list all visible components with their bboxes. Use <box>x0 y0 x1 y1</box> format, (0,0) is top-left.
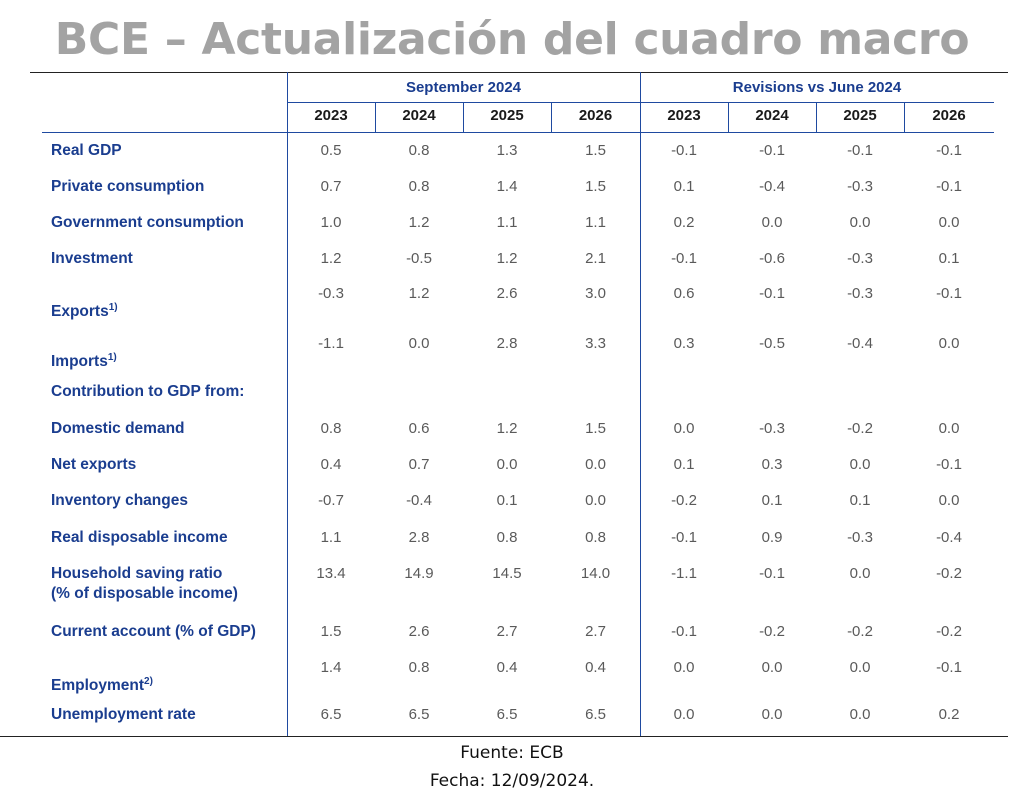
table-cell: 0.4 <box>496 659 518 676</box>
row-label-text: Private consumption <box>51 178 205 195</box>
table-cell: 0.1 <box>673 456 695 473</box>
row-label-text: Real disposable income <box>51 529 228 546</box>
table-cell: 0.1 <box>938 250 960 267</box>
group-underline <box>287 102 994 103</box>
row-label-text: Current account (% of GDP) <box>51 623 256 640</box>
table-cell: 0.0 <box>849 214 871 231</box>
table-cell: 2.1 <box>585 250 606 267</box>
page-title: BCE – Actualización del cuadro macro <box>54 14 970 65</box>
table-cell: -0.2 <box>759 623 785 640</box>
table-cell: 2.7 <box>496 623 518 640</box>
table-cell: 0.4 <box>585 659 606 676</box>
table-cell: 1.5 <box>585 142 606 159</box>
table-cell: 0.0 <box>496 456 518 473</box>
table-cell: -0.4 <box>936 529 962 546</box>
table-cell: -0.3 <box>759 420 785 437</box>
table-cell: 0.0 <box>849 706 871 723</box>
table-cell: 6.5 <box>585 706 606 723</box>
table-cell: -0.1 <box>847 142 873 159</box>
year-header: 2023 <box>667 107 701 124</box>
table-cell: 0.5 <box>320 142 342 159</box>
table-cell: 6.5 <box>320 706 342 723</box>
table-cell: 0.8 <box>496 529 518 546</box>
table-cell: -0.4 <box>406 492 432 509</box>
row-label-text: Real GDP <box>51 142 122 159</box>
table-cell: -0.3 <box>847 529 873 546</box>
year-header: 2024 <box>755 107 789 124</box>
table-top-rule <box>30 72 1008 73</box>
table-cell: 0.8 <box>585 529 606 546</box>
table-cell: 0.0 <box>673 420 695 437</box>
table-cell: 1.0 <box>320 214 342 231</box>
table-cell: 0.0 <box>938 335 960 352</box>
table-cell: 1.1 <box>320 529 342 546</box>
table-cell: 0.2 <box>938 706 960 723</box>
table-cell: -1.1 <box>318 335 344 352</box>
table-cell: 0.3 <box>673 335 695 352</box>
table-cell: 0.0 <box>585 456 606 473</box>
table-cell: 0.0 <box>585 492 606 509</box>
table-cell: 1.5 <box>585 420 606 437</box>
row-label <box>51 528 228 548</box>
table-cell: -0.1 <box>759 285 785 302</box>
table-cell: -0.7 <box>318 492 344 509</box>
table-cell: -0.2 <box>936 623 962 640</box>
table-cell: -0.3 <box>847 250 873 267</box>
table-cell: -0.3 <box>318 285 344 302</box>
table-cell: 0.0 <box>849 659 871 676</box>
table-cell: 0.0 <box>761 214 783 231</box>
table-cell: 0.8 <box>320 420 342 437</box>
table-cell: 1.4 <box>320 659 342 676</box>
footnote-marker: 2) <box>144 676 153 687</box>
table-cell: 0.1 <box>761 492 783 509</box>
table-cell: 14.0 <box>580 565 611 582</box>
table-cell: -0.1 <box>671 623 697 640</box>
table-cell: 1.4 <box>496 178 518 195</box>
date-note: Fecha: 12/09/2024. <box>429 771 595 791</box>
table-cell: 1.5 <box>320 623 342 640</box>
table-cell: -0.5 <box>406 250 432 267</box>
row-label-text: Inventory changes <box>51 492 188 509</box>
row-label-text: Net exports <box>51 456 137 473</box>
header-underline <box>42 132 994 133</box>
table-cell: 0.0 <box>761 659 783 676</box>
table-cell: 2.6 <box>496 285 518 302</box>
table-cell: 1.1 <box>585 214 606 231</box>
footnote-marker: 1) <box>107 352 117 363</box>
table-cell: -0.3 <box>847 178 873 195</box>
table-cell: 0.0 <box>849 456 871 473</box>
table-cell: 0.6 <box>408 420 430 437</box>
table-cell: 1.2 <box>408 214 430 231</box>
table-cell: 1.2 <box>496 420 518 437</box>
table-cell: 0.7 <box>320 178 342 195</box>
table-cell: -0.4 <box>759 178 785 195</box>
group-header-revisions: Revisions vs June 2024 <box>732 79 902 96</box>
year-header: 2025 <box>843 107 877 124</box>
source-note: Fuente: ECB <box>460 743 564 763</box>
table-cell: -0.1 <box>759 565 785 582</box>
row-label <box>51 455 136 475</box>
table-cell: 0.8 <box>408 142 430 159</box>
row-label <box>51 249 133 269</box>
table-cell: 0.0 <box>761 706 783 723</box>
row-label-text: Household saving ratio (% of disposable income) <box>51 565 238 602</box>
table-cell: 2.8 <box>496 335 518 352</box>
row-label <box>51 564 238 604</box>
table-cell: 0.4 <box>320 456 342 473</box>
table-cell: 0.3 <box>761 456 783 473</box>
row-label <box>51 298 118 322</box>
table-cell: -0.1 <box>936 142 962 159</box>
year-header: 2025 <box>490 107 524 124</box>
row-label-text: Contribution to GDP from: <box>51 383 245 400</box>
table-cell: -0.5 <box>759 335 785 352</box>
table-cell: -0.2 <box>936 565 962 582</box>
table-cell: -0.1 <box>759 142 785 159</box>
table-cell: 2.7 <box>585 623 606 640</box>
row-label <box>51 419 185 439</box>
footnote-marker: 1) <box>108 302 118 313</box>
table-cell: -0.1 <box>671 250 697 267</box>
table-cell: -0.2 <box>847 420 873 437</box>
row-label <box>51 213 244 233</box>
table-cell: 0.0 <box>673 659 695 676</box>
table-cell: -0.1 <box>936 178 962 195</box>
table-cell: -0.1 <box>936 456 962 473</box>
year-header: 2023 <box>314 107 348 124</box>
row-label <box>51 177 204 197</box>
table-cell: 3.0 <box>585 285 606 302</box>
table-bottom-rule <box>0 736 1008 737</box>
row-label <box>51 672 153 696</box>
table-cell: 1.2 <box>320 250 342 267</box>
table-cell: 0.2 <box>673 214 695 231</box>
row-label-text: Domestic demand <box>51 420 185 437</box>
year-header: 2024 <box>402 107 436 124</box>
table-cell: 0.0 <box>673 706 695 723</box>
table-cell: -0.3 <box>847 285 873 302</box>
table-cell: 1.1 <box>496 214 518 231</box>
row-label <box>51 491 188 511</box>
table-cell: 1.3 <box>496 142 518 159</box>
table-cell: 0.0 <box>938 420 960 437</box>
row-label-text: Employment <box>51 677 145 695</box>
table-cell: 13.4 <box>316 565 346 582</box>
row-label-text: Imports <box>51 353 108 371</box>
table-cell: -0.2 <box>671 492 697 509</box>
table-cell: -0.2 <box>847 623 873 640</box>
table-cell: 0.0 <box>408 335 430 352</box>
group-header-september: September 2024 <box>405 79 522 96</box>
table-cell: -0.1 <box>671 529 697 546</box>
year-header: 2026 <box>578 107 613 124</box>
table-cell: 2.8 <box>408 529 430 546</box>
table-cell: -1.1 <box>671 565 697 582</box>
table-cell: 0.7 <box>408 456 430 473</box>
row-label <box>51 141 122 161</box>
table-cell: 14.9 <box>404 565 434 582</box>
table-cell: 0.0 <box>849 565 871 582</box>
year-header: 2026 <box>932 107 966 124</box>
table-cell: 0.0 <box>938 214 960 231</box>
table-cell: 3.3 <box>585 335 606 352</box>
table-cell: 0.1 <box>673 178 695 195</box>
table-cell: -0.1 <box>936 659 962 676</box>
table-cell: -0.1 <box>936 285 962 302</box>
table-cell: 6.5 <box>496 706 518 723</box>
table-cell: 1.2 <box>496 250 518 267</box>
table-cell: 0.0 <box>938 492 960 509</box>
table-cell: 0.6 <box>673 285 695 302</box>
table-cell: 0.1 <box>849 492 871 509</box>
row-label <box>51 705 196 725</box>
table-cell: 0.1 <box>496 492 518 509</box>
row-label <box>51 622 256 642</box>
table-cell: 0.8 <box>408 659 430 676</box>
table-cell: -0.1 <box>671 142 697 159</box>
table-cell: 6.5 <box>408 706 430 723</box>
row-label-text: Unemployment rate <box>51 706 196 723</box>
table-cell: 14.5 <box>492 565 522 582</box>
row-label-text: Investment <box>51 250 133 267</box>
row-label-text: Government consumption <box>51 214 244 231</box>
table-cell: -0.4 <box>847 335 873 352</box>
table-cell: 0.8 <box>408 178 430 195</box>
table-cell: -0.6 <box>759 250 785 267</box>
table-cell: 1.2 <box>408 285 430 302</box>
table-cell: 1.5 <box>585 178 606 195</box>
row-label <box>51 348 117 372</box>
table-cell: 0.9 <box>761 529 783 546</box>
row-label <box>51 382 244 402</box>
row-label-text: Exports <box>51 303 109 321</box>
table-cell: 2.6 <box>408 623 430 640</box>
